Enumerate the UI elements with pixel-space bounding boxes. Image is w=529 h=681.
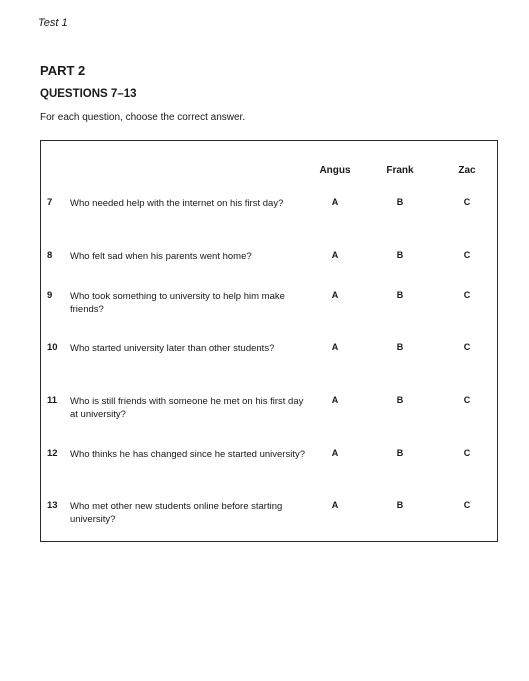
question-table	[40, 140, 498, 542]
question-text: Who felt sad when his parents went home?	[70, 251, 252, 262]
question-row-13	[41, 500, 497, 540]
option-a[interactable]: A	[331, 250, 339, 260]
question-row-8	[41, 250, 497, 290]
questions-title: QUESTIONS 7–13	[40, 88, 137, 100]
question-number: 10	[47, 342, 58, 353]
option-a[interactable]: A	[331, 342, 339, 352]
column-header-angus: Angus	[319, 165, 351, 176]
option-a[interactable]: A	[331, 290, 339, 300]
column-header-frank: Frank	[386, 165, 414, 176]
question-number: 11	[47, 395, 58, 406]
instruction-text: For each question, choose the correct answer.	[40, 112, 246, 123]
question-text: Who is still friends with someone he met on his first day at university?	[70, 396, 304, 420]
option-a[interactable]: A	[331, 448, 339, 458]
question-number: 13	[47, 500, 58, 511]
option-c[interactable]: C	[463, 290, 471, 300]
option-c[interactable]: C	[463, 342, 471, 352]
option-c[interactable]: C	[463, 197, 471, 207]
option-c[interactable]: C	[463, 250, 471, 260]
question-text: Who thinks he has changed since he started university?	[70, 449, 305, 460]
question-text: Who started university later than other students?	[70, 343, 275, 354]
question-row-11	[41, 395, 497, 435]
option-b[interactable]: B	[396, 395, 404, 405]
question-number: 8	[47, 250, 53, 261]
column-header-zac: Zac	[458, 165, 476, 176]
option-b[interactable]: B	[396, 342, 404, 352]
option-b[interactable]: B	[396, 197, 404, 207]
question-text: Who needed help with the internet on his first day?	[70, 198, 284, 209]
option-b[interactable]: B	[396, 500, 404, 510]
option-b[interactable]: B	[396, 448, 404, 458]
option-c[interactable]: C	[463, 395, 471, 405]
part-title: PART 2	[40, 63, 86, 78]
option-a[interactable]: A	[331, 197, 339, 207]
question-text: Who met other new students online before starting university?	[70, 501, 283, 525]
question-row-12	[41, 448, 497, 488]
option-b[interactable]: B	[396, 290, 404, 300]
test-label: Test 1	[38, 17, 68, 29]
question-number: 9	[47, 290, 53, 301]
question-number: 12	[47, 448, 58, 459]
option-c[interactable]: C	[463, 500, 471, 510]
option-c[interactable]: C	[463, 448, 471, 458]
question-row-9	[41, 290, 497, 330]
question-row-10	[41, 342, 497, 382]
option-a[interactable]: A	[331, 395, 339, 405]
question-text: Who took something to university to help him make friends?	[70, 291, 285, 315]
option-a[interactable]: A	[331, 500, 339, 510]
question-number: 7	[47, 197, 53, 208]
option-b[interactable]: B	[396, 250, 404, 260]
question-row-7	[41, 197, 497, 237]
